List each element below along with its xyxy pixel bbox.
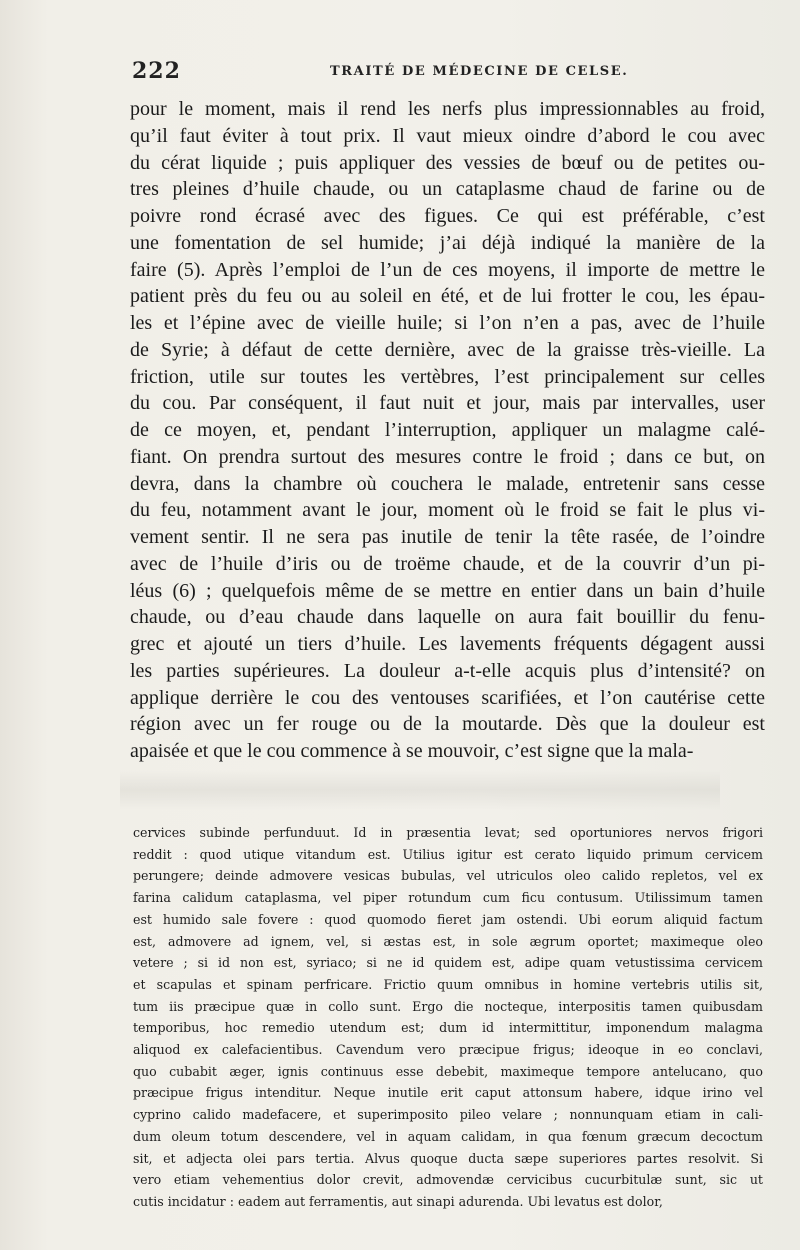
latin-text-line: vetere ; si id non est, syriaco; si ne id quidem est, adipe quam vetustissima cervicem xyxy=(133,955,763,971)
latin-text-line: est humido sale fovere : quod quomodo fieret jam ostendi. Ubi eorum aliquid factum xyxy=(133,911,763,927)
text-line: du feu, notamment avant le jour, moment où le froid se fait le plus vi- xyxy=(130,499,765,522)
text-line: friction, utile sur toutes les vertèbres, l’est principalement sur celles xyxy=(130,365,765,388)
latin-text-line: cutis incidatur : eadem aut ferramentis, aut sinapi adurenda. Ubi levatus est dolor, xyxy=(133,1193,663,1209)
latin-text-line: cervices subinde perfunduut. Id in præsentia levat; sed oportuniores nervos frigori xyxy=(133,825,763,840)
page-number: 222 xyxy=(132,58,181,84)
latin-original-text xyxy=(133,822,763,1213)
text-line: patient près du feu ou au soleil en été, et de lui frotter le cou, les épau- xyxy=(130,285,765,308)
text-line: fiant. On prendra surtout des mesures contre le froid ; dans ce but, on xyxy=(130,445,765,468)
text-line: poivre rond écrasé avec des figues. Ce qui est préférable, c’est xyxy=(130,205,765,227)
latin-text-line: farina calidum cataplasma, vel piper rotundum cum ficu contusum. Utilissimum tamen xyxy=(133,890,763,906)
text-line: du cérat liquide ; puis appliquer des vessies de bœuf ou de petites ou- xyxy=(130,151,765,174)
text-line: chaude, ou d’eau chaude dans laquelle on aura fait bouillir du fenu- xyxy=(130,606,765,629)
text-line: vement sentir. Il ne sera pas inutile de tenir la tête rasée, de l’oindre xyxy=(130,526,765,548)
latin-text-line: perungere; deinde admovere vesicas bubulas, vel utriculos oleo calido repletos, vel ex xyxy=(133,868,763,884)
text-line: une fomentation de sel humide; j’ai déjà indiqué la manière de la xyxy=(130,231,765,254)
latin-text-line: dum oleum totum descendere, vel in aquam calidam, in qua fœnum græcum decoctum xyxy=(133,1128,763,1144)
text-line: apaisée et que le cou commence à se mouvoir, c’est signe que la mala- xyxy=(130,740,694,762)
text-line: applique derrière le cou des ventouses scarifiées, et l’on cautérise cette xyxy=(130,686,765,709)
latin-text-line: tum iis præcipue quæ in collo sunt. Ergo die nocteque, interpositis tamen quibusdam xyxy=(133,998,763,1014)
text-line: pour le moment, mais il rend les nerfs plus impressionnables au froid, xyxy=(130,98,765,120)
french-translation-text xyxy=(130,96,765,765)
text-line: de Syrie; à défaut de cette dernière, avec de la graisse très-vieille. La xyxy=(130,338,765,361)
latin-text-line: et scapulas et spinam perfricare. Frictio quum omnibus in homine vertebris utilis sit, xyxy=(133,976,763,992)
latin-text-line: vero etiam vehementius dolor crevit, admovendæ cervicibus cucurbitulæ sunt, sic ut xyxy=(133,1172,763,1188)
text-line: qu’il faut éviter à tout prix. Il vaut mieux oindre d’abord le cou avec xyxy=(130,124,765,147)
latin-text-line: reddit : quod utique vitandum est. Utilius igitur est cerato liquido primum cervicem xyxy=(133,846,763,862)
latin-text-line: cyprino calido madefacere, et superimposito pileo velare ; nonnunquam etiam in cali- xyxy=(133,1107,763,1123)
text-line: les et l’épine avec de vieille huile; si l’on n’en a pas, avec de l’huile xyxy=(130,312,765,334)
text-line: tres pleines d’huile chaude, ou un cataplasme chaud de farine ou de xyxy=(130,178,765,201)
text-line: du cou. Par conséquent, il faut nuit et jour, mais par intervalles, user xyxy=(130,392,765,415)
latin-text-line: sit, et adjecta olei pars tertia. Alvus quoque ducta sæpe superiores partes resolvit. Si xyxy=(133,1150,763,1166)
latin-text-line: quo cubabit æger, ignis continuus esse debebit, maximeque tempore antelucano, quo xyxy=(133,1063,763,1079)
text-line: avec de l’huile d’iris ou de troëme chaude, et de la couvrir d’un pi- xyxy=(130,552,765,575)
running-title: TRAITÉ DE MÉDECINE DE CELSE. xyxy=(330,64,629,79)
text-line: région avec un fer rouge ou de la moutarde. Dès que la douleur est xyxy=(130,713,765,736)
text-line: léus (6) ; quelquefois même de se mettre en entier dans un bain d’huile xyxy=(130,579,765,602)
latin-text-line: temporibus, hoc remedio utendum est; dum id intermittitur, imponendum malagma xyxy=(133,1020,763,1036)
text-line: de ce moyen, et, pendant l’interruption, appliquer un malagme calé- xyxy=(130,419,765,441)
text-line: faire (5). Après l’emploi de l’un de ces moyens, il importe de mettre le xyxy=(130,258,765,281)
bleed-through-shadow xyxy=(120,770,720,810)
latin-text-line: præcipue frigus intenditur. Neque inutile erit caput attonsum habere, idque irino vel xyxy=(133,1085,763,1101)
latin-text-line: aliquod ex calefacientibus. Cavendum vero præcipue frigus; ideoque in eo conclavi, xyxy=(133,1042,763,1058)
text-line: devra, dans la chambre où couchera le malade, entretenir sans cesse xyxy=(130,472,765,495)
page-header xyxy=(130,58,765,88)
text-line: les parties supérieures. La douleur a-t-elle acquis plus d’intensité? on xyxy=(130,659,765,682)
latin-text-line: est, admovere ad ignem, vel, si æstas est, in sole ægrum oportet; maximeque oleo xyxy=(133,933,763,949)
text-line: grec et ajouté un tiers d’huile. Les lavements fréquents dégagent aussi xyxy=(130,633,765,655)
